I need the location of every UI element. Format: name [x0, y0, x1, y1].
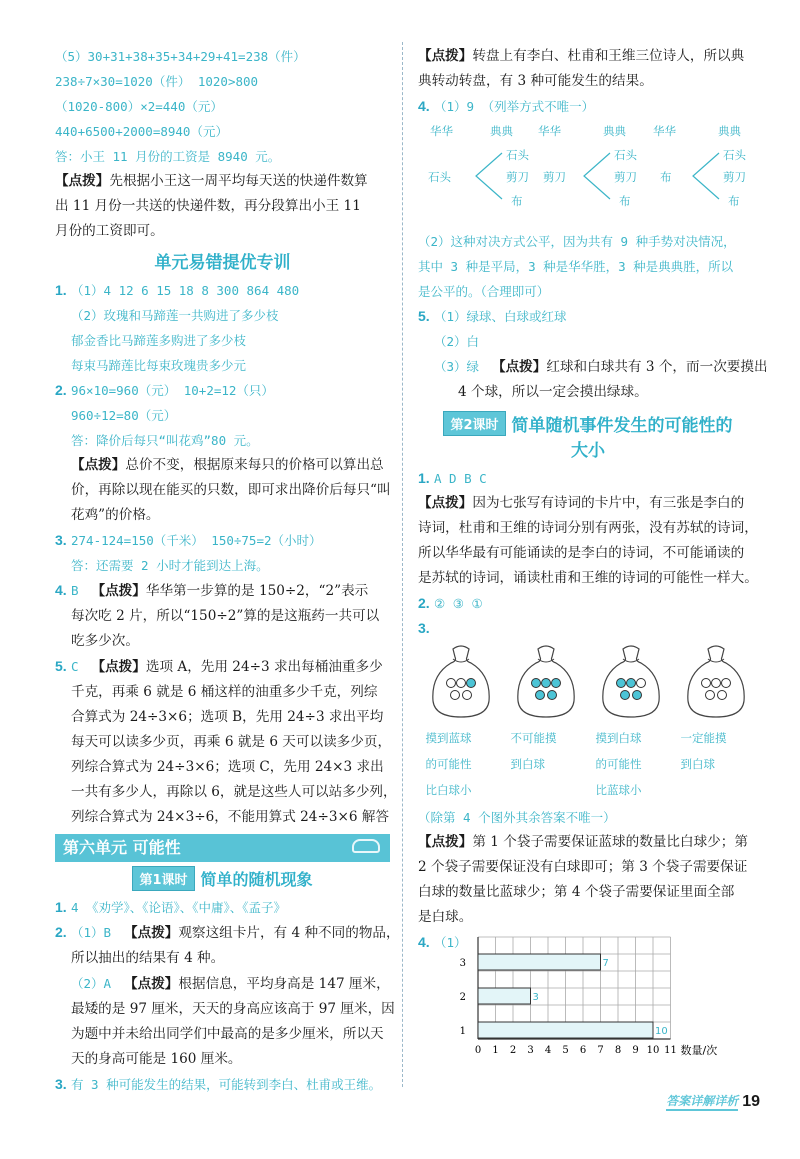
p5-tip: 【点拨】先根据小王这一周平均每天送的快递件数算: [55, 173, 368, 189]
white-ball: [721, 679, 730, 688]
bag-caption: 到白球: [680, 757, 715, 771]
tree-head: 典典: [490, 124, 513, 138]
l1q2-line: 天的身高可能是 160 厘米。: [71, 1051, 242, 1067]
left-column: [55, 44, 400, 1097]
blue-ball: [535, 691, 544, 700]
l2q1-line: 1. A D B C: [418, 470, 487, 486]
x-tick-label: 0: [474, 1045, 482, 1056]
data-label: 7: [602, 958, 609, 969]
q1-line: 郁金香比马蹄莲多购进了多少枝: [71, 333, 247, 348]
tree-leaf: 剪刀: [614, 170, 637, 184]
tree-root: 布: [660, 170, 672, 184]
x-tick-label: 9: [632, 1045, 639, 1056]
lesson1-header: [55, 866, 390, 891]
l1q1-line: 1. 4 《劝学》、《论语》、《中庸》、《孟子》: [55, 899, 287, 915]
l2q3-tip-line: 白球的数量比蓝球少；第 4 个袋子需要保证里面全部: [418, 884, 735, 900]
p5-line: 238÷7×30=1020（件） 1020>800: [55, 74, 259, 89]
white-ball: [462, 691, 471, 700]
q5-line: （2）白: [434, 334, 480, 349]
x-tick-label: 10: [646, 1045, 660, 1056]
tree-leaf: 剪刀: [723, 170, 746, 184]
bag-icon: [429, 645, 493, 721]
bag-caption: 的可能性: [425, 757, 472, 771]
page-number: 19: [742, 1092, 760, 1110]
bag-caption: 摸到蓝球: [425, 731, 472, 745]
p5-line: 440+6500+2000=8940（元）: [55, 124, 228, 139]
lesson2-title-cont: 大小: [571, 441, 605, 461]
white-ball: [711, 679, 720, 688]
lesson2-tag: 第2课时: [443, 411, 505, 436]
bar: [478, 988, 531, 1004]
tree-head: 华华: [653, 124, 676, 138]
blue-ball: [632, 691, 641, 700]
x-tick-label: 6: [579, 1045, 587, 1056]
x-tick-label: 4: [544, 1045, 552, 1056]
bag-caption: 一定能摸: [680, 731, 727, 745]
column-divider: [402, 42, 403, 1087]
car-icon: [352, 839, 380, 853]
data-label: 10: [655, 1026, 668, 1037]
bar-chart: [418, 933, 758, 1073]
data-label: 3: [532, 992, 539, 1003]
unit-title-bar: [55, 834, 390, 862]
tree-head: 典典: [718, 124, 741, 138]
q2-line: 2. 96×10=960（元） 10+2=12（只）: [55, 382, 274, 398]
l1q2-line: 2. （1）B 【点拨】观察这组卡片，有 4 种不同的物品，: [55, 924, 400, 941]
unit-title: 第六单元 可能性: [63, 838, 181, 857]
y-tick-label: 3: [459, 958, 466, 969]
q5-line: 5. （1）绿球、白球或红球: [418, 308, 567, 324]
q4-line: 吃多少次。: [71, 633, 139, 649]
tree-leaf: 布: [619, 194, 631, 208]
p5-line: 答：小王 11 月份的工资是 8940 元。: [55, 149, 281, 164]
tree-leaf: 布: [728, 194, 740, 208]
q5-line: 每天可以读多少页，再乘 6 就是 6 天可以读多少页，: [71, 734, 392, 750]
blue-ball: [466, 679, 475, 688]
bag: [681, 645, 751, 803]
tree-root: 剪刀: [543, 170, 566, 184]
q1-line: 每束马蹄莲比每束玫瑰贵多少元: [71, 358, 247, 373]
p5-tip-line: 月份的工资即可。: [55, 223, 164, 239]
x-tick-label: 1: [492, 1045, 499, 1056]
x-tick-label: 5: [562, 1045, 569, 1056]
x-tick-label: 8: [614, 1045, 622, 1056]
l2q2-line: 2. ② ③ ①: [418, 595, 483, 611]
tree-leaf: 石头: [506, 148, 529, 162]
q4-line: 4. B 【点拨】华华第一步算的是 150÷2，“2”表示: [55, 582, 369, 599]
p5-line: （5）30+31+38+35+34+29+41=238（件）: [55, 49, 306, 64]
bag-caption: 摸到白球: [595, 731, 642, 745]
white-ball: [446, 679, 455, 688]
l2q1-tip-line: 是苏轼的诗词，诵读杜甫和王维的诗词的可能性一样大。: [418, 570, 758, 586]
blue-ball: [620, 691, 629, 700]
q5-line: 4 个球，所以一定会摸出绿球。: [458, 384, 648, 400]
blue-ball: [531, 679, 540, 688]
tree-head: 华华: [538, 124, 561, 138]
q5-line: 千克，再乘 6 就是 6 桶这样的油重多少千克，列综: [71, 684, 378, 700]
l1q2-line: 为题中并未给出同学们中最高的是多少厘米，所以天: [71, 1026, 384, 1042]
white-ball: [450, 691, 459, 700]
bag-icon: [599, 645, 663, 721]
q4-line: 4. （1）9 （列举方式不唯一）: [418, 98, 595, 114]
x-axis-label: 数量/次: [680, 1044, 718, 1057]
q5-line: 列综合算式为 24÷3×6；选项 C，先用 24×3 求出: [71, 759, 384, 775]
white-ball: [456, 679, 465, 688]
bag-caption: 的可能性: [595, 757, 642, 771]
q2-line: 960÷12=80（元）: [71, 408, 177, 423]
l1q2-line: （2）A 【点拨】根据信息，平均身高是 147 厘米，: [71, 976, 390, 992]
l2q3-tip: 【点拨】第 1 个袋子需要保证蓝球的数量比白球少；第: [418, 834, 748, 850]
x-tick-label: 11: [664, 1045, 677, 1056]
bar: [478, 1022, 653, 1038]
tree-leaf: 石头: [614, 148, 637, 162]
q2-line: 答：降价后每只“叫花鸡”80 元。: [71, 433, 259, 448]
bag: [426, 645, 496, 803]
lesson1-title: 简单的随机现象: [200, 870, 313, 889]
white-ball: [717, 691, 726, 700]
l1q2-line: 所以抽出的结果有 4 种。: [71, 950, 225, 966]
bag-caption: 不可能摸: [510, 731, 557, 745]
lesson2-title: 简单随机事件发生的可能性的: [511, 416, 733, 436]
l2q1-tip-line: 诗词，杜甫和王维的诗词分别有两张，没有苏轼的诗词，: [418, 520, 758, 536]
bags-row: [418, 645, 758, 803]
section-title: 单元易错提优专训: [154, 253, 291, 273]
x-tick-label: 7: [597, 1045, 604, 1056]
l2q3-tip-line: 是白球。: [418, 909, 473, 925]
white-ball: [705, 691, 714, 700]
q2-tip-line: 价，再除以现在能买的只数，即可求出降价后每只“叫: [71, 482, 391, 498]
tree-head: 典典: [603, 124, 626, 138]
bag-icon: [514, 645, 578, 721]
lesson2-header: [418, 411, 758, 436]
y-tick-label: 1: [459, 1026, 466, 1037]
bag-caption: 比蓝球小: [595, 783, 642, 797]
l1q3-line: 3. 有 3 种可能发生的结果，可能转到李白、杜甫或王维。: [55, 1076, 382, 1092]
bar: [478, 954, 601, 970]
l2q1-tip: 【点拨】因为七张写有诗词的卡片中，有三张是李白的: [418, 495, 745, 511]
l2q3-tip-line: 2 个袋子需要保证没有白球即可；第 3 个袋子需要保证: [418, 859, 748, 875]
x-tick-label: 3: [527, 1045, 534, 1056]
q3-line: 答：还需要 2 小时才能到达上海。: [71, 558, 269, 573]
blue-ball: [616, 679, 625, 688]
q3-line: 3. 274-124=150（千米） 150÷75=2（小时）: [55, 532, 322, 548]
y-tick-label: 2: [459, 992, 466, 1003]
blue-ball: [551, 679, 560, 688]
top-tip-line: 典转动转盘，有 3 种可能发生的结果。: [418, 73, 653, 89]
l2q3-note: （除第 4 个图外其余答案不唯一）: [418, 810, 616, 825]
l2q1-tip-line: 所以华华最有可能诵读的是李白的诗词，不可能诵读的: [418, 545, 745, 561]
lesson1-tag: 第1课时: [132, 866, 194, 891]
q5-line: 5. C 【点拨】选项 A，先用 24÷3 求出每桶油重多少: [55, 658, 383, 675]
blue-ball: [541, 679, 550, 688]
p5-tip-line: 出 11 月份一共送的快递件数，再分段算出小王 11: [55, 198, 361, 214]
top-tip: 【点拨】转盘上有李白、杜甫和王维三位诗人，所以典: [418, 48, 745, 64]
l2q4-line: 4. （1）: [418, 934, 467, 950]
blue-ball: [547, 691, 556, 700]
bag: [511, 645, 581, 803]
bar-chart-svg: [418, 933, 758, 1073]
bag: [596, 645, 666, 803]
x-tick-label: 2: [509, 1045, 517, 1056]
tree-leaf: 剪刀: [506, 170, 529, 184]
tree-root: 石头: [428, 170, 451, 184]
tree-diagram: [418, 119, 758, 215]
q1-line: 1. （1）4 12 6 15 18 8 300 864 480: [55, 282, 300, 298]
q2-tip: 【点拨】总价不变，根据原来每只的价格可以算出总: [71, 457, 384, 473]
q5-line: （3）绿 【点拨】红球和白球共有 3 个，而一次要摸出: [434, 359, 768, 375]
q2-tip-line: 花鸡”的价格。: [71, 507, 160, 523]
q5-line: 合算式为 24÷3×6；选项 B，先用 24÷3 求出平均: [71, 709, 384, 725]
footer-label: 答案详解详析: [666, 1092, 738, 1111]
blue-ball: [626, 679, 635, 688]
tree-branches: [418, 119, 758, 215]
white-ball: [701, 679, 710, 688]
q5-line: 列综合算式为 24×3÷6，不能用算式 24÷3×6 解答: [71, 809, 390, 825]
tree-head: 华华: [430, 124, 453, 138]
q4-line: 每次吃 2 片，所以“150÷2”算的是这瓶药一共可以: [71, 608, 380, 624]
q4-line: （2）这种对决方式公平，因为共有 9 种手势对决情况，: [418, 234, 736, 249]
q1-line: （2）玫瑰和马蹄莲一共购进了多少枝: [71, 308, 279, 323]
right-column: [418, 44, 768, 1073]
p5-line: （1020-800）×2=440（元）: [55, 99, 223, 114]
bag-caption: 到白球: [510, 757, 545, 771]
tree-leaf: 布: [511, 194, 523, 208]
page-footer: [666, 1092, 760, 1111]
l2q3-line: 3.: [418, 620, 430, 636]
bag-icon: [684, 645, 748, 721]
l1q2-line: 最矮的是 97 厘米，天天的身高应该高于 97 厘米，因: [71, 1001, 395, 1017]
q5-line: 一共有多少人，再除以 6，就是这些人可以站多少列，: [71, 784, 397, 800]
q4-line: 其中 3 种是平局，3 种是华华胜，3 种是典典胜，所以: [418, 259, 734, 274]
bag-caption: 比白球小: [425, 783, 472, 797]
tree-leaf: 石头: [723, 148, 746, 162]
q4-line: 是公平的。（合理即可）: [418, 284, 550, 299]
white-ball: [636, 679, 645, 688]
